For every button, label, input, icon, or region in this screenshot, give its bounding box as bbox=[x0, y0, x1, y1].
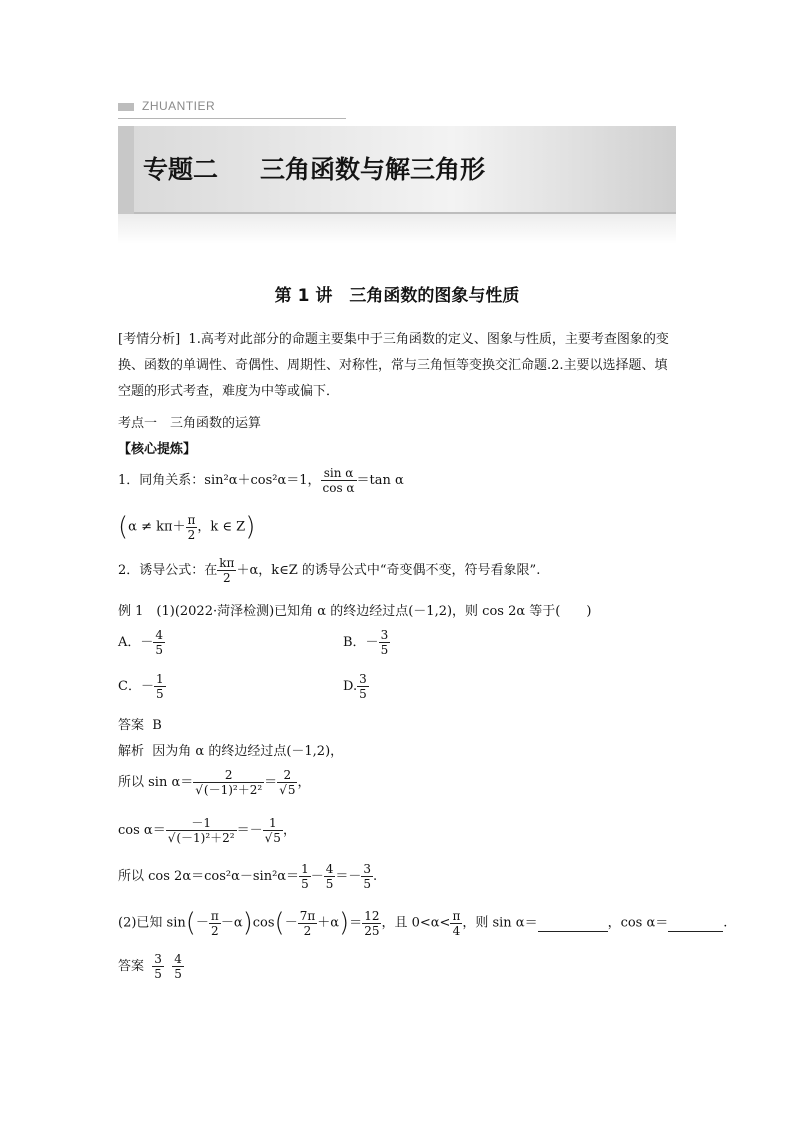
fraction-numerator: 4 bbox=[155, 628, 164, 642]
sin-prefix: 所以 sin α＝ bbox=[118, 775, 194, 790]
core-label: 【核心提炼】 bbox=[118, 442, 197, 457]
point-1-fraction bbox=[321, 466, 357, 495]
fraction-numerator: 12 bbox=[364, 908, 380, 923]
analysis-label: [考情分析] bbox=[118, 332, 181, 347]
cos2-fraction-3 bbox=[361, 862, 373, 891]
solution-intro: 因为角 α 的终边经过点(－1,2)， bbox=[152, 744, 344, 759]
fraction-denominator: 4 bbox=[452, 923, 461, 938]
option-fraction bbox=[153, 628, 165, 657]
point-1-condition bbox=[118, 512, 255, 542]
answer-2 bbox=[118, 952, 184, 981]
fraction-denominator: 5 bbox=[359, 687, 367, 701]
fraction-numerator: 3 bbox=[380, 628, 389, 642]
fraction-numerator: －1 bbox=[166, 816, 237, 831]
fraction-denominator: 2 bbox=[187, 527, 196, 542]
fraction-denominator: 5 bbox=[380, 643, 389, 657]
topic-title bbox=[143, 150, 485, 186]
example-stem: 例 1 (1)(2022·菏泽检测)已知角 α 的终边经过点(－1,2)，则 cos 2α 等于( ) bbox=[118, 604, 592, 619]
q2-inner1-fraction bbox=[209, 909, 221, 938]
q2-ask-cos: ，cos α＝ bbox=[607, 915, 669, 931]
cos-fraction-2 bbox=[263, 816, 283, 845]
fraction-numerator: π bbox=[452, 908, 461, 923]
topic-number: 专题二 bbox=[143, 155, 219, 184]
series-label: ZHUANTIER bbox=[142, 99, 216, 113]
point-2-prefix: 2．诱导公式：在 bbox=[118, 563, 218, 578]
point-1 bbox=[118, 466, 404, 495]
q2-prefix: (2)已知 sin bbox=[118, 915, 186, 931]
condition-part-b: ，k ∈ Z bbox=[197, 519, 246, 535]
fraction-numerator: kπ bbox=[219, 556, 235, 570]
point-2 bbox=[118, 556, 540, 585]
option-letter: C．－ bbox=[118, 679, 154, 694]
fraction-numerator: π bbox=[187, 512, 196, 527]
sin-answer-blank[interactable] bbox=[538, 916, 608, 932]
point-1-tail: ＝tan α bbox=[356, 473, 404, 488]
cos2-fraction-2 bbox=[324, 862, 336, 891]
lecture-title: 第 1 讲 三角函数的图象与性质 bbox=[274, 286, 520, 306]
fraction-numerator: 3 bbox=[154, 952, 162, 966]
answer2-fraction-a bbox=[152, 952, 164, 981]
fraction-denominator: cos α bbox=[322, 481, 355, 495]
operator: ＝－ bbox=[335, 869, 362, 884]
fraction-denominator: 5 bbox=[363, 877, 372, 891]
fraction-numerator: 2 bbox=[277, 768, 297, 783]
answer2-fraction-b bbox=[172, 952, 184, 981]
left-paren: ( bbox=[118, 512, 129, 542]
fraction-numerator: 3 bbox=[359, 672, 367, 686]
fraction-numerator: 1 bbox=[155, 672, 164, 686]
option-b bbox=[343, 628, 390, 657]
equals: ＝－ bbox=[236, 823, 263, 838]
left-paren: ( bbox=[274, 908, 285, 938]
q2-inner2-fraction bbox=[298, 909, 318, 938]
fraction-denominator: 5 bbox=[174, 967, 182, 981]
fraction-numerator: 3 bbox=[363, 862, 372, 876]
sin-tail: ， bbox=[297, 775, 311, 790]
point-2-fraction bbox=[217, 556, 236, 585]
radicand: (－1)²＋2² bbox=[203, 783, 263, 797]
fraction-denominator: 5 bbox=[325, 877, 334, 891]
point-2-tail: ＋α，k∈Z 的诱导公式中“奇变偶不变，符号看象限”. bbox=[236, 563, 541, 578]
option-d bbox=[343, 672, 369, 701]
radicand: 5 bbox=[273, 831, 281, 845]
fraction-denominator: 2 bbox=[211, 923, 219, 938]
q2-inner2-a: － bbox=[284, 915, 298, 931]
analysis-paragraph bbox=[118, 327, 678, 405]
section-title: 考点一 三角函数的运算 bbox=[118, 416, 262, 431]
q2-inner2-b: ＋α bbox=[317, 915, 340, 931]
solution-intro-line bbox=[118, 740, 343, 759]
fraction-denominator: 5 bbox=[301, 877, 309, 891]
option-a bbox=[118, 628, 165, 657]
equals: ＝ bbox=[264, 775, 278, 790]
right-paren: ) bbox=[339, 908, 350, 938]
point-1-prefix: 1．同角关系： bbox=[118, 473, 205, 488]
answer-label: 答案 bbox=[118, 718, 145, 733]
fraction-numerator: 2 bbox=[193, 768, 264, 783]
fraction-denominator: √5 bbox=[264, 831, 281, 845]
condition-fraction bbox=[186, 513, 198, 542]
fraction-denominator: 2 bbox=[223, 571, 231, 585]
fraction-numerator: π bbox=[210, 908, 219, 923]
banner-side-bar bbox=[118, 126, 134, 214]
fraction-denominator: 5 bbox=[155, 687, 164, 701]
answer-value: B bbox=[152, 718, 162, 733]
option-letter: D. bbox=[343, 679, 358, 694]
option-fraction bbox=[357, 672, 369, 701]
fraction-numerator: sin α bbox=[321, 466, 357, 481]
series-marker bbox=[118, 103, 134, 111]
right-paren: ) bbox=[245, 512, 256, 542]
fraction-denominator: 5 bbox=[154, 967, 162, 981]
q2-cos: cos bbox=[252, 915, 275, 931]
fraction-denominator: 25 bbox=[364, 923, 380, 938]
fraction-numerator: 4 bbox=[325, 862, 334, 876]
sin-line bbox=[118, 768, 311, 797]
analysis-text: 1.高考对此部分的命题主要集中于三角函数的定义、图象与性质，主要考查图象的变换、函数的单调性、奇偶性、周期性、对称性，常与三角恒等变换交汇命题.2.主要以选择题、填空题的形式考查，难度为中等或偏下． bbox=[118, 332, 669, 399]
banner-shadow bbox=[118, 214, 676, 244]
left-paren: ( bbox=[185, 908, 196, 938]
option-c bbox=[118, 672, 166, 701]
series-rule bbox=[118, 118, 346, 119]
fraction-denominator: √(－1)²＋2² bbox=[167, 831, 235, 845]
answer-1 bbox=[118, 714, 162, 733]
equals: ＝ bbox=[349, 915, 363, 931]
fraction-numerator: 1 bbox=[301, 862, 309, 876]
cos2-prefix: 所以 cos 2α＝cos²α－sin²α＝ bbox=[118, 869, 300, 884]
topic-name: 三角函数与解三角形 bbox=[260, 155, 486, 184]
fraction-denominator: √5 bbox=[279, 783, 296, 797]
cos2-line bbox=[118, 862, 377, 891]
question-2 bbox=[118, 908, 727, 938]
fraction-numerator: 4 bbox=[174, 952, 182, 966]
fraction-denominator: 2 bbox=[303, 923, 312, 938]
condition-part-a: α ≠ kπ＋ bbox=[128, 519, 186, 535]
sin-fraction-2 bbox=[277, 768, 297, 797]
radicand: (－1)²＋2² bbox=[176, 831, 235, 845]
q2-inner1-a: － bbox=[195, 915, 209, 931]
q2-condition: ，且 0<α< bbox=[381, 915, 451, 931]
cos-tail: ， bbox=[282, 823, 296, 838]
fraction-numerator: 1 bbox=[263, 816, 283, 831]
q2-inner1-b: －α bbox=[220, 915, 243, 931]
point-1-formula: sin²α＋cos²α＝1， bbox=[204, 473, 321, 488]
q2-limit-fraction bbox=[450, 909, 462, 938]
q2-value-fraction bbox=[362, 909, 381, 938]
q2-end: . bbox=[723, 915, 728, 931]
cos2-tail: . bbox=[373, 869, 378, 884]
right-paren: ) bbox=[242, 908, 253, 938]
cos-prefix: cos α＝ bbox=[118, 823, 166, 838]
solution-label: 解析 bbox=[118, 744, 145, 759]
fraction-denominator: 5 bbox=[155, 643, 164, 657]
option-fraction bbox=[154, 672, 166, 701]
operator: － bbox=[310, 869, 324, 884]
cos2-fraction-1 bbox=[299, 862, 311, 891]
q2-ask-sin: ，则 sin α＝ bbox=[462, 915, 538, 931]
option-letter: B．－ bbox=[343, 635, 379, 650]
sin-fraction-1 bbox=[193, 768, 264, 797]
cos-answer-blank[interactable] bbox=[668, 916, 723, 932]
fraction-denominator: √(－1)²＋2² bbox=[195, 783, 263, 797]
option-fraction bbox=[379, 628, 391, 657]
cos-fraction-1 bbox=[166, 816, 237, 845]
answer-label: 答案 bbox=[118, 959, 145, 974]
cos-line bbox=[118, 816, 296, 845]
option-letter: A．－ bbox=[118, 635, 154, 650]
fraction-numerator: 7π bbox=[299, 908, 316, 923]
radicand: 5 bbox=[287, 783, 296, 797]
